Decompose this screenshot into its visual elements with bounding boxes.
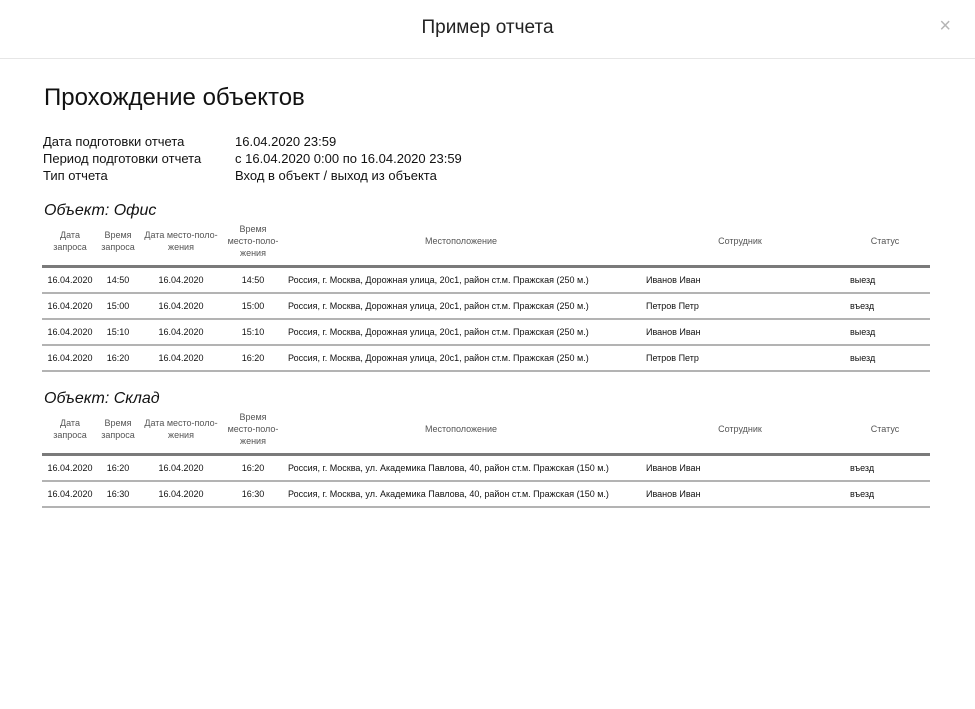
cell-employee: Петров Петр xyxy=(646,353,699,363)
section-title: Объект: Склад xyxy=(44,390,160,407)
column-header-request-time: Время запроса xyxy=(101,418,135,440)
cell-location-time: 16:20 xyxy=(241,463,265,473)
column-header-status: Статус xyxy=(870,424,900,434)
cell-employee: Иванов Иван xyxy=(646,489,701,499)
column-header-location-time: Время место-поло-жения xyxy=(227,412,279,446)
report xyxy=(42,84,930,508)
cell-request-date: 16.04.2020 xyxy=(47,489,93,499)
meta-value: Вход в объект / выход из объекта xyxy=(235,168,437,183)
close-icon[interactable]: × xyxy=(939,15,951,37)
cell-status: выезд xyxy=(850,353,876,363)
report-table xyxy=(42,223,930,372)
cell-request-time: 14:50 xyxy=(106,275,130,285)
table-row xyxy=(42,319,930,345)
column-header-location-time: Время место-поло-жения xyxy=(227,224,279,258)
cell-location-time: 14:50 xyxy=(241,275,265,285)
table-row xyxy=(42,481,930,507)
cell-status: въезд xyxy=(850,489,875,499)
table-row xyxy=(42,455,930,482)
column-header-location: Местоположение xyxy=(424,236,498,246)
cell-location-date: 16.04.2020 xyxy=(158,327,204,337)
cell-location-time: 15:00 xyxy=(241,301,265,311)
table-row xyxy=(42,267,930,294)
cell-employee: Петров Петр xyxy=(646,301,699,311)
column-header-status: Статус xyxy=(870,236,900,246)
report-sections xyxy=(42,202,930,508)
report-table xyxy=(42,411,930,508)
table-row xyxy=(42,293,930,319)
cell-request-time: 16:20 xyxy=(106,353,130,363)
table-header-row xyxy=(42,223,930,267)
cell-location-time: 16:30 xyxy=(241,489,265,499)
cell-location-time: 15:10 xyxy=(241,327,265,337)
meta-label: Период подготовки отчета xyxy=(43,151,202,166)
meta-value: с 16.04.2020 0:00 по 16.04.2020 23:59 xyxy=(235,151,462,166)
cell-request-time: 15:00 xyxy=(106,301,130,311)
cell-location-date: 16.04.2020 xyxy=(158,353,204,363)
cell-location: Россия, г. Москва, Дорожная улица, 20с1, район ст.м. Пражская (250 м.) xyxy=(288,327,589,337)
cell-status: выезд xyxy=(850,275,876,285)
cell-request-date: 16.04.2020 xyxy=(47,463,93,473)
cell-status: въезд xyxy=(850,301,875,311)
cell-location-time: 16:20 xyxy=(241,353,265,363)
cell-request-date: 16.04.2020 xyxy=(47,301,93,311)
cell-status: въезд xyxy=(850,463,875,473)
column-header-request-date: Дата запроса xyxy=(53,418,87,440)
column-header-location-date: Дата место-поло-жения xyxy=(144,418,218,440)
cell-employee: Иванов Иван xyxy=(646,275,701,285)
modal-header xyxy=(0,0,975,59)
cell-status: выезд xyxy=(850,327,876,337)
column-header-employee: Сотрудник xyxy=(718,424,762,434)
cell-location: Россия, г. Москва, ул. Академика Павлова, 40, район ст.м. Пражская (150 м.) xyxy=(288,489,609,499)
cell-location: Россия, г. Москва, Дорожная улица, 20с1, район ст.м. Пражская (250 м.) xyxy=(288,275,589,285)
table-row xyxy=(42,345,930,371)
cell-location: Россия, г. Москва, Дорожная улица, 20с1, район ст.м. Пражская (250 м.) xyxy=(288,301,589,311)
column-header-location: Местоположение xyxy=(424,424,498,434)
cell-location: Россия, г. Москва, ул. Академика Павлова, 40, район ст.м. Пражская (150 м.) xyxy=(288,463,609,473)
cell-location-date: 16.04.2020 xyxy=(158,463,204,473)
meta-row-date xyxy=(42,133,930,150)
cell-location-date: 16.04.2020 xyxy=(158,275,204,285)
cell-request-time: 16:30 xyxy=(106,489,130,499)
column-header-request-time: Время запроса xyxy=(101,230,135,252)
cell-employee: Иванов Иван xyxy=(646,463,701,473)
cell-request-time: 15:10 xyxy=(106,327,130,337)
cell-request-date: 16.04.2020 xyxy=(47,327,93,337)
report-title: Прохождение объектов xyxy=(44,84,305,111)
meta-row-type xyxy=(42,167,930,184)
cell-location-date: 16.04.2020 xyxy=(158,489,204,499)
meta-value: 16.04.2020 23:59 xyxy=(235,134,337,149)
report-meta xyxy=(42,133,930,184)
cell-location: Россия, г. Москва, Дорожная улица, 20с1, район ст.м. Пражская (250 м.) xyxy=(288,353,589,363)
cell-request-time: 16:20 xyxy=(106,463,130,473)
modal-title: Пример отчета xyxy=(421,17,554,38)
meta-label: Дата подготовки отчета xyxy=(43,134,185,149)
cell-location-date: 16.04.2020 xyxy=(158,301,204,311)
meta-label: Тип отчета xyxy=(43,168,108,183)
table-header-row xyxy=(42,411,930,455)
column-header-location-date: Дата место-поло-жения xyxy=(144,230,218,252)
section-title: Объект: Офис xyxy=(44,202,157,219)
meta-row-period xyxy=(42,150,930,167)
column-header-request-date: Дата запроса xyxy=(53,230,87,252)
cell-request-date: 16.04.2020 xyxy=(47,275,93,285)
cell-employee: Иванов Иван xyxy=(646,327,701,337)
column-header-employee: Сотрудник xyxy=(718,236,762,246)
cell-request-date: 16.04.2020 xyxy=(47,353,93,363)
